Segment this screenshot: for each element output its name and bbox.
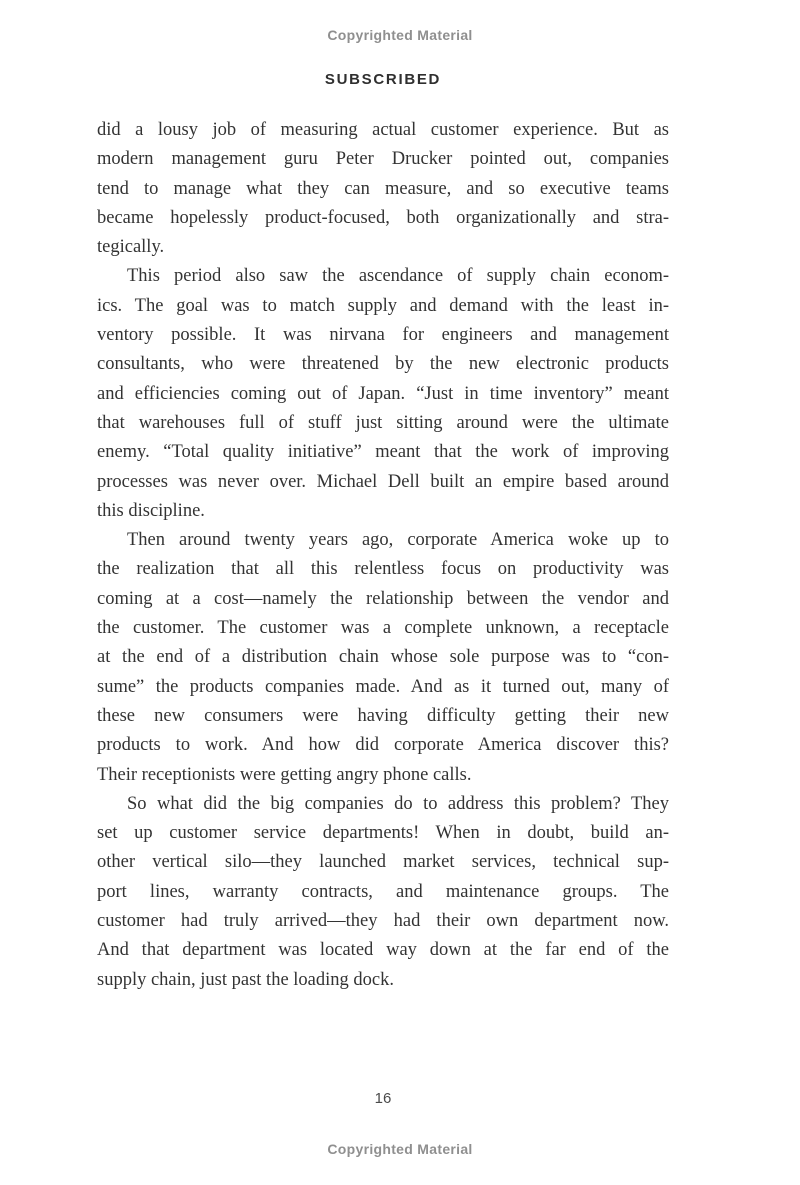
text-line: ventory possible. It was nirvana for engineers and management	[97, 325, 669, 346]
text-line: the realization that all this relentless focus on productivity was	[97, 559, 669, 580]
text-line: port lines, warranty contracts, and maintenance groups. The	[97, 881, 669, 902]
text-line: tegically.	[97, 237, 165, 258]
text-line: consultants, who were threatened by the new electronic products	[97, 354, 669, 375]
text-line: set up customer service departments! When in doubt, build an-	[97, 823, 669, 844]
text-line: and efficiencies coming out of Japan. “Just in time inventory” meant	[97, 383, 669, 404]
text-line: that warehouses full of stuff just sitting around were the ultimate	[97, 412, 669, 433]
text-line: This period also saw the ascendance of supply chain econom-	[127, 266, 669, 287]
text-line: coming at a cost—namely the relationship between the vendor and	[97, 588, 669, 609]
text-line: sume” the products companies made. And as it turned out, many of	[97, 676, 669, 697]
text-line: at the end of a distribution chain whose sole purpose was to “con-	[97, 647, 669, 668]
text-line: So what did the big companies do to address this problem? They	[127, 793, 669, 814]
text-line: other vertical silo—they launched market services, technical sup-	[97, 852, 669, 873]
text-line: supply chain, just past the loading dock.	[97, 969, 394, 990]
text-line: Their receptionists were getting angry phone calls.	[97, 764, 472, 785]
book-title-header: SUBSCRIBED	[324, 71, 442, 88]
text-line: enemy. “Total quality initiative” meant that the work of improving	[97, 442, 669, 463]
text-line: this discipline.	[97, 500, 205, 521]
text-line: became hopelessly product-focused, both organizationally and stra-	[97, 207, 669, 228]
text-line: processes was never over. Michael Dell built an empire based around	[97, 471, 669, 492]
text-line: customer had truly arrived—they had their own department now.	[97, 911, 669, 932]
copyright-watermark-bottom: Copyrighted Material	[327, 1141, 473, 1157]
text-line: the customer. The customer was a complete unknown, a receptacle	[97, 618, 669, 639]
page-number: 16	[374, 1090, 392, 1107]
text-line: Then around twenty years ago, corporate America woke up to	[127, 530, 669, 551]
text-line: did a lousy job of measuring actual customer experience. But as	[97, 120, 669, 140]
text-line: products to work. And how did corporate America discover this?	[97, 735, 669, 756]
text-line: ics. The goal was to match supply and demand with the least in-	[97, 295, 669, 316]
text-line: And that department was located way down at the far end of the	[97, 940, 669, 961]
body-text	[97, 116, 669, 995]
text-line: tend to manage what they can measure, and so executive teams	[97, 178, 669, 199]
copyright-watermark-top: Copyrighted Material	[327, 27, 473, 43]
text-line: modern management guru Peter Drucker pointed out, companies	[97, 149, 669, 170]
text-line: these new consumers were having difficulty getting their new	[97, 705, 669, 726]
